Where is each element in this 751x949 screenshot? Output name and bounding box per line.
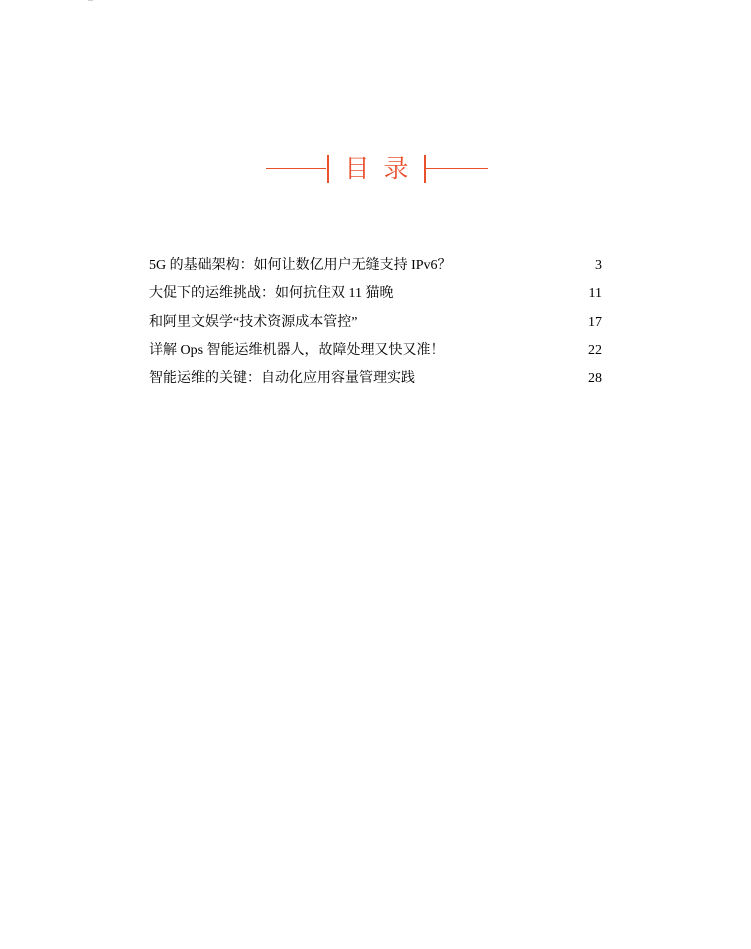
toc-list (149, 254, 602, 395)
toc-entry[interactable] (149, 282, 602, 310)
corner-mark (88, 0, 93, 1)
heading-rule-right (426, 168, 488, 169)
heading-bar-right (424, 155, 426, 183)
toc-title: 目录 (344, 154, 423, 183)
toc-entry[interactable] (149, 254, 602, 282)
toc-entry-title: 详解 Ops 智能运维机器人，故障处理又快又准！ (149, 342, 445, 358)
toc-entry[interactable] (149, 311, 602, 339)
toc-entry-page-number: 17 (588, 314, 602, 330)
toc-heading (266, 152, 488, 186)
toc-entry-title: 5G 的基础架构：如何让数亿用户无缝支持 IPv6？ (149, 258, 452, 273)
toc-entry[interactable] (149, 367, 602, 395)
heading-rule-left (266, 168, 326, 169)
toc-entry-title: 智能运维的关键：自动化应用容量管理实践 (149, 371, 415, 387)
toc-entry-page-number: 11 (588, 286, 602, 302)
toc-entry-title: 大促下的运维挑战：如何抗住双 11 猫晚 (149, 286, 394, 302)
toc-entry-title: 和阿里文娱学“技术资源成本管控” (149, 314, 358, 330)
toc-entry-page-number: 22 (588, 342, 602, 358)
toc-entry-page-number: 3 (595, 258, 602, 273)
toc-entry[interactable] (149, 339, 602, 367)
toc-entry-page-number: 28 (588, 371, 602, 387)
